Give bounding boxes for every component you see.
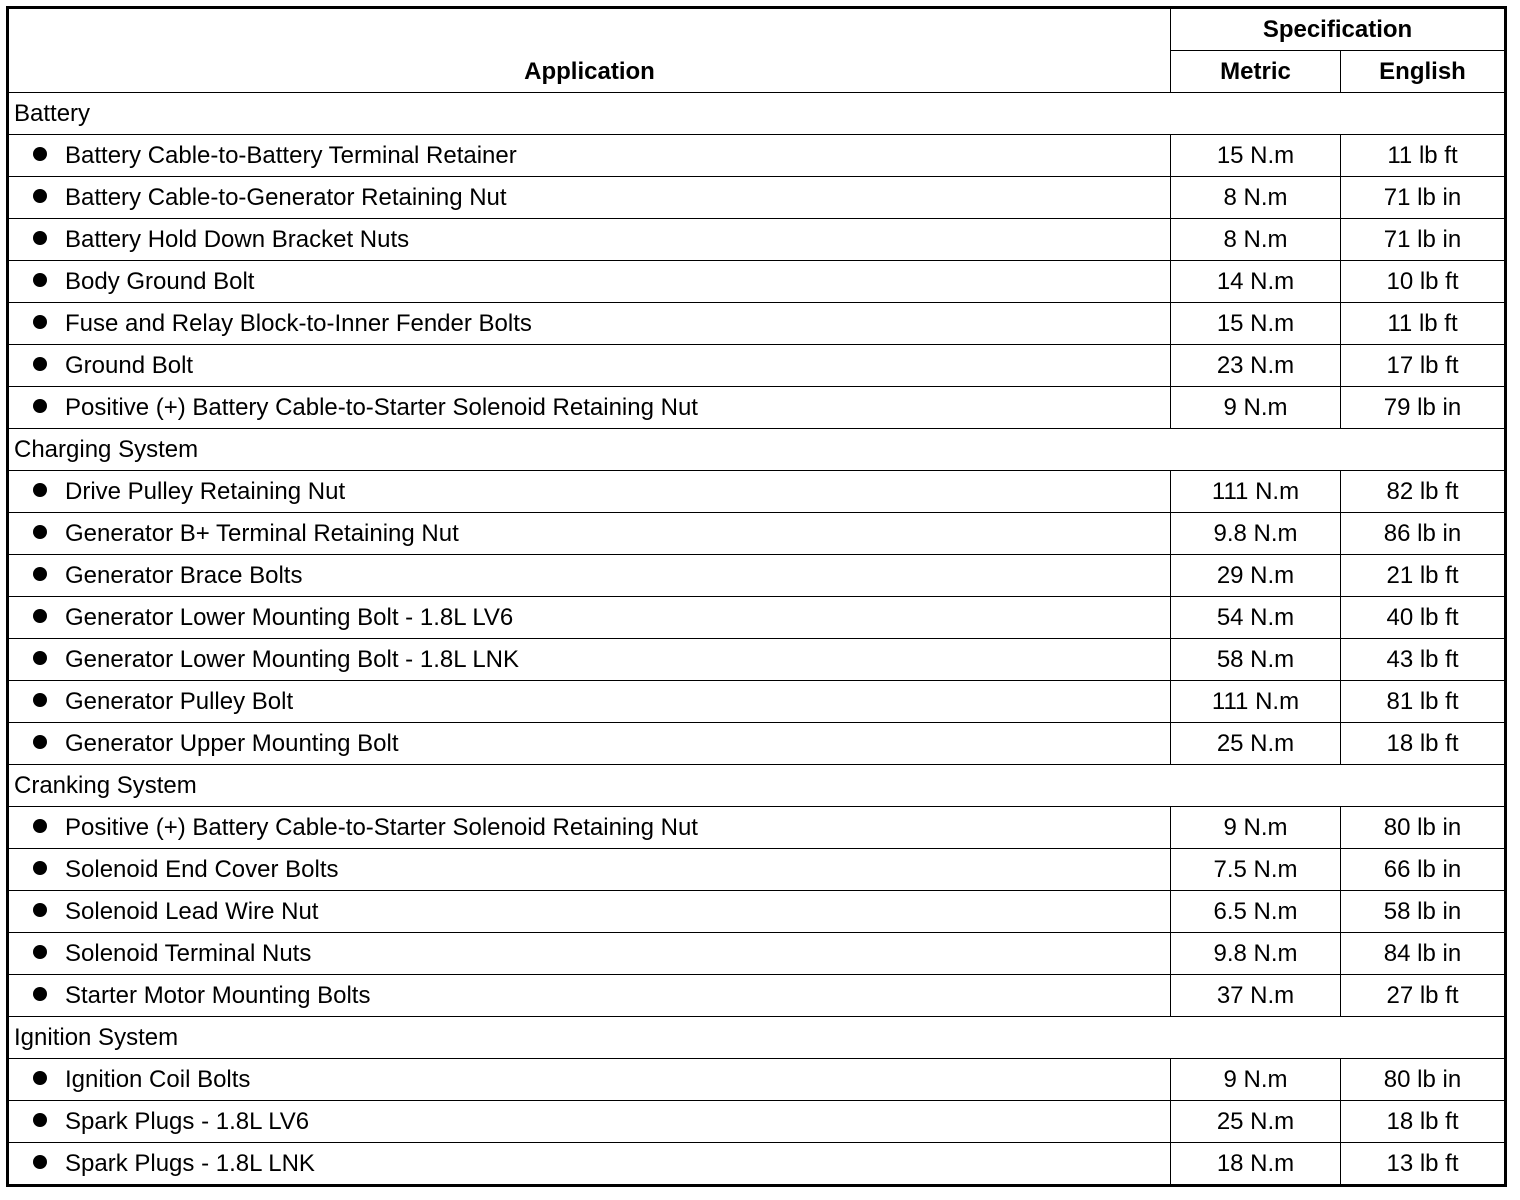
bullet-icon <box>33 567 47 581</box>
table-body <box>8 93 1506 1186</box>
english-value: 21 lb ft <box>1341 555 1506 597</box>
item-label: Generator Brace Bolts <box>65 561 303 589</box>
english-value: 40 lb ft <box>1341 597 1506 639</box>
metric-value: 25 N.m <box>1171 723 1341 765</box>
metric-value: 14 N.m <box>1171 261 1341 303</box>
metric-value: 6.5 N.m <box>1171 891 1341 933</box>
bullet-icon <box>33 1071 47 1085</box>
application-cell <box>8 639 1171 681</box>
english-value: 27 lb ft <box>1341 975 1506 1017</box>
item-label: Body Ground Bolt <box>65 267 255 295</box>
english-value: 10 lb ft <box>1341 261 1506 303</box>
application-cell <box>8 891 1171 933</box>
english-value: 84 lb in <box>1341 933 1506 975</box>
item-label: Solenoid End Cover Bolts <box>65 855 339 883</box>
specification-header: Specification <box>1171 8 1506 51</box>
table-row <box>8 345 1506 387</box>
metric-value: 8 N.m <box>1171 177 1341 219</box>
item-label: Solenoid Lead Wire Nut <box>65 897 319 925</box>
application-cell <box>8 471 1171 513</box>
bullet-icon <box>33 483 47 497</box>
item-label: Ground Bolt <box>65 351 194 379</box>
english-value: 43 lb ft <box>1341 639 1506 681</box>
table-header <box>8 8 1506 93</box>
table-row <box>8 219 1506 261</box>
application-cell <box>8 849 1171 891</box>
application-header: Application <box>8 8 1171 93</box>
metric-header: Metric <box>1171 51 1341 93</box>
bullet-icon <box>33 903 47 917</box>
application-cell <box>8 219 1171 261</box>
english-value: 81 lb ft <box>1341 681 1506 723</box>
item-label: Generator B+ Terminal Retaining Nut <box>65 519 459 547</box>
item-label: Generator Upper Mounting Bolt <box>65 729 399 757</box>
bullet-icon <box>33 819 47 833</box>
english-header: English <box>1341 51 1506 93</box>
english-value: 82 lb ft <box>1341 471 1506 513</box>
bullet-icon <box>33 399 47 413</box>
item-label: Generator Lower Mounting Bolt - 1.8L LV6 <box>65 603 514 631</box>
item-label: Spark Plugs - 1.8L LNK <box>65 1149 315 1177</box>
table-row <box>8 975 1506 1017</box>
table-row <box>8 555 1506 597</box>
application-cell <box>8 1059 1171 1101</box>
application-cell <box>8 513 1171 555</box>
table-row <box>8 303 1506 345</box>
table-row <box>8 723 1506 765</box>
metric-value: 54 N.m <box>1171 597 1341 639</box>
bullet-icon <box>33 651 47 665</box>
item-label: Starter Motor Mounting Bolts <box>65 981 371 1009</box>
metric-value: 9.8 N.m <box>1171 513 1341 555</box>
section-row <box>8 765 1506 807</box>
application-cell <box>8 807 1171 849</box>
application-cell <box>8 933 1171 975</box>
table-row <box>8 1143 1506 1186</box>
metric-value: 9 N.m <box>1171 1059 1341 1101</box>
bullet-icon <box>33 1155 47 1169</box>
metric-value: 7.5 N.m <box>1171 849 1341 891</box>
metric-value: 111 N.m <box>1171 471 1341 513</box>
bullet-icon <box>33 987 47 1001</box>
application-cell <box>8 261 1171 303</box>
metric-value: 15 N.m <box>1171 135 1341 177</box>
metric-value: 23 N.m <box>1171 345 1341 387</box>
bullet-icon <box>33 231 47 245</box>
bullet-icon <box>33 357 47 371</box>
application-cell <box>8 681 1171 723</box>
application-cell <box>8 597 1171 639</box>
english-value: 71 lb in <box>1341 219 1506 261</box>
item-label: Ignition Coil Bolts <box>65 1065 251 1093</box>
item-label: Spark Plugs - 1.8L LV6 <box>65 1107 310 1135</box>
metric-value: 9 N.m <box>1171 807 1341 849</box>
torque-spec-table <box>6 6 1507 1187</box>
bullet-icon <box>33 1113 47 1127</box>
english-value: 17 lb ft <box>1341 345 1506 387</box>
item-label: Solenoid Terminal Nuts <box>65 939 312 967</box>
english-value: 71 lb in <box>1341 177 1506 219</box>
application-cell <box>8 555 1171 597</box>
application-cell <box>8 723 1171 765</box>
english-value: 11 lb ft <box>1341 135 1506 177</box>
table-row <box>8 135 1506 177</box>
table-row <box>8 1059 1506 1101</box>
header-row-top <box>8 8 1506 51</box>
table-row <box>8 597 1506 639</box>
bullet-icon <box>33 861 47 875</box>
bullet-icon <box>33 315 47 329</box>
section-row <box>8 429 1506 471</box>
bullet-icon <box>33 735 47 749</box>
table-row <box>8 933 1506 975</box>
metric-value: 9 N.m <box>1171 387 1341 429</box>
item-label: Drive Pulley Retaining Nut <box>65 477 346 505</box>
english-value: 18 lb ft <box>1341 723 1506 765</box>
item-label: Battery Cable-to-Battery Terminal Retainer <box>65 141 517 169</box>
metric-value: 37 N.m <box>1171 975 1341 1017</box>
application-cell <box>8 975 1171 1017</box>
table-row <box>8 177 1506 219</box>
section-title: Charging System <box>8 429 1506 471</box>
application-cell <box>8 345 1171 387</box>
table-row <box>8 471 1506 513</box>
table-row <box>8 891 1506 933</box>
application-cell <box>8 177 1171 219</box>
metric-value: 8 N.m <box>1171 219 1341 261</box>
bullet-icon <box>33 189 47 203</box>
table-row <box>8 387 1506 429</box>
english-value: 11 lb ft <box>1341 303 1506 345</box>
metric-value: 18 N.m <box>1171 1143 1341 1186</box>
application-cell <box>8 135 1171 177</box>
metric-value: 9.8 N.m <box>1171 933 1341 975</box>
table-row <box>8 1101 1506 1143</box>
application-cell <box>8 387 1171 429</box>
metric-value: 25 N.m <box>1171 1101 1341 1143</box>
table-row <box>8 513 1506 555</box>
metric-value: 29 N.m <box>1171 555 1341 597</box>
english-value: 13 lb ft <box>1341 1143 1506 1186</box>
item-label: Positive (+) Battery Cable-to-Starter Solenoid Retaining Nut <box>65 393 698 421</box>
table-row <box>8 681 1506 723</box>
metric-value: 58 N.m <box>1171 639 1341 681</box>
application-cell <box>8 1143 1171 1186</box>
item-label: Battery Cable-to-Generator Retaining Nut <box>65 183 507 211</box>
section-row <box>8 1017 1506 1059</box>
section-title: Cranking System <box>8 765 1506 807</box>
bullet-icon <box>33 525 47 539</box>
item-label: Generator Pulley Bolt <box>65 687 294 715</box>
bullet-icon <box>33 609 47 623</box>
item-label: Positive (+) Battery Cable-to-Starter Solenoid Retaining Nut <box>65 813 698 841</box>
english-value: 79 lb in <box>1341 387 1506 429</box>
table-row <box>8 807 1506 849</box>
bullet-icon <box>33 693 47 707</box>
section-title: Battery <box>8 93 1506 135</box>
table-row <box>8 261 1506 303</box>
english-value: 66 lb in <box>1341 849 1506 891</box>
bullet-icon <box>33 147 47 161</box>
table-row <box>8 849 1506 891</box>
english-value: 58 lb in <box>1341 891 1506 933</box>
metric-value: 111 N.m <box>1171 681 1341 723</box>
application-cell <box>8 1101 1171 1143</box>
section-title: Ignition System <box>8 1017 1506 1059</box>
item-label: Battery Hold Down Bracket Nuts <box>65 225 410 253</box>
item-label: Fuse and Relay Block-to-Inner Fender Bolts <box>65 309 532 337</box>
english-value: 86 lb in <box>1341 513 1506 555</box>
english-value: 80 lb in <box>1341 1059 1506 1101</box>
english-value: 18 lb ft <box>1341 1101 1506 1143</box>
metric-value: 15 N.m <box>1171 303 1341 345</box>
bullet-icon <box>33 945 47 959</box>
table-row <box>8 639 1506 681</box>
item-label: Generator Lower Mounting Bolt - 1.8L LNK <box>65 645 520 673</box>
section-row <box>8 93 1506 135</box>
application-cell <box>8 303 1171 345</box>
bullet-icon <box>33 273 47 287</box>
english-value: 80 lb in <box>1341 807 1506 849</box>
